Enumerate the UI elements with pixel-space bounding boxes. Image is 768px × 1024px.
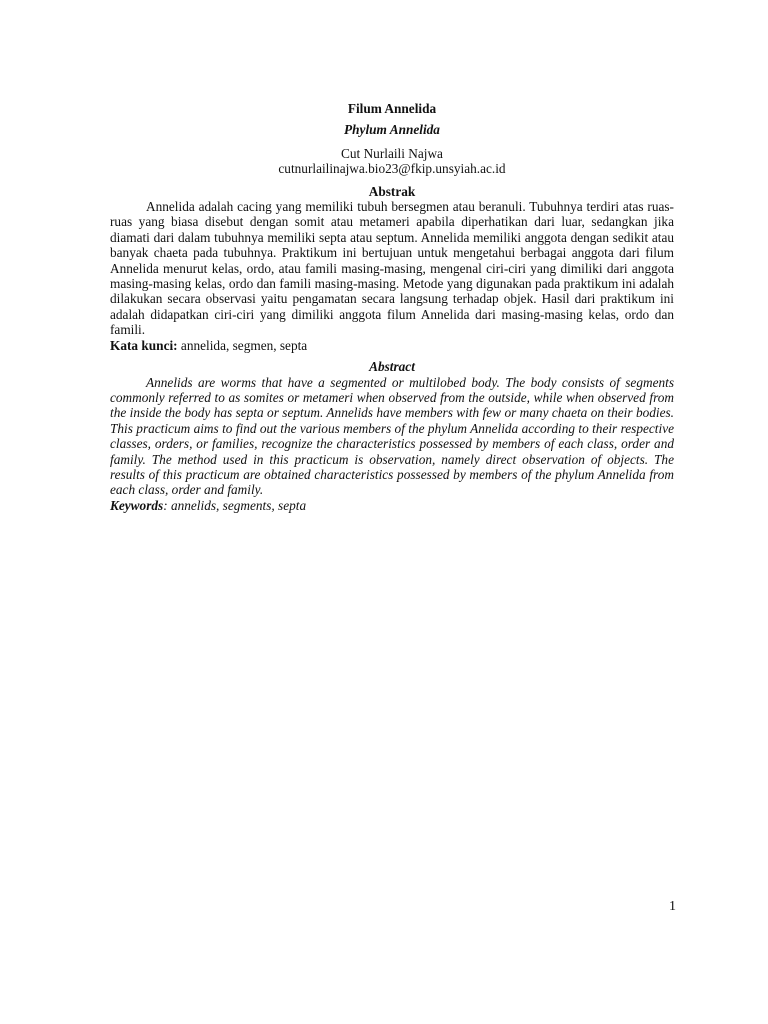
- keywords-values: : annelids, segments, septa: [163, 497, 307, 513]
- paper-content: [110, 101, 674, 513]
- page-number: 1: [669, 899, 676, 914]
- paper-title: Filum Annelida: [347, 101, 437, 116]
- kata-kunci-values: annelida, segmen, septa: [177, 337, 308, 353]
- kata-kunci-label: Kata kunci:: [110, 337, 178, 353]
- kata-kunci-line: [110, 338, 674, 353]
- author-name: Cut Nurlaili Najwa: [341, 145, 443, 161]
- keywords-line: [110, 498, 674, 513]
- abstract-body: Annelids are worms that have a segmented or multilobed body. The body consists of segments commonly referred to as somites or metameri when observed from the outside, while when observed from the inside the body has septa or septum. Annelids have members with few or many chaeta on their bodies. This practicum aims to find out the various members of the phylum Annelida according to their respective classes, orders, or families, recognize the characteristics possessed by members of each class, order and family. The method used in this practicum is observation, namely direct observation of objects. The results of this practicum are obtained characteristics possessed by members of the phylum Annelida from each class, order and family.: [110, 374, 674, 498]
- keywords-label: Keywords: [110, 497, 164, 513]
- author-email: cutnurlailinajwa.bio23@fkip.unsyiah.ac.id: [278, 161, 506, 177]
- paper-title-english: Phylum Annelida: [344, 122, 440, 138]
- abstrak-body: Annelida adalah cacing yang memiliki tubuh bersegmen atau beranuli. Tubuhnya terdiri atas ruas-ruas yang biasa disebut dengan somit atau metameri apabila diperhatikan dari luar, sedangkan jika diamati dari dalam tubuhnya memiliki septa atau septum. Annelida memiliki anggota dengan sedikit atau banyak chaeta pada tubuhnya. Praktikum ini bertujuan untuk mengetahui berbagai anggota dari filum Annelida menurut kelas, ordo, atau famili masing-masing, mengenal ciri-ciri yang dimiliki dari anggota masing-masing kelas, ordo dan famili masing-masing. Metode yang digunakan pada praktikum ini adalah dilakukan secara observasi yaitu pengamatan secara langsung terhadap objek. Hasil dari praktikum ini adalah didapatkan ciri-ciri yang dimiliki anggota filum Annelida dari masing-masing kelas, ordo dan famili.: [110, 199, 674, 338]
- abstract-heading: Abstract: [369, 359, 415, 375]
- abstrak-heading: Abstrak: [368, 183, 416, 199]
